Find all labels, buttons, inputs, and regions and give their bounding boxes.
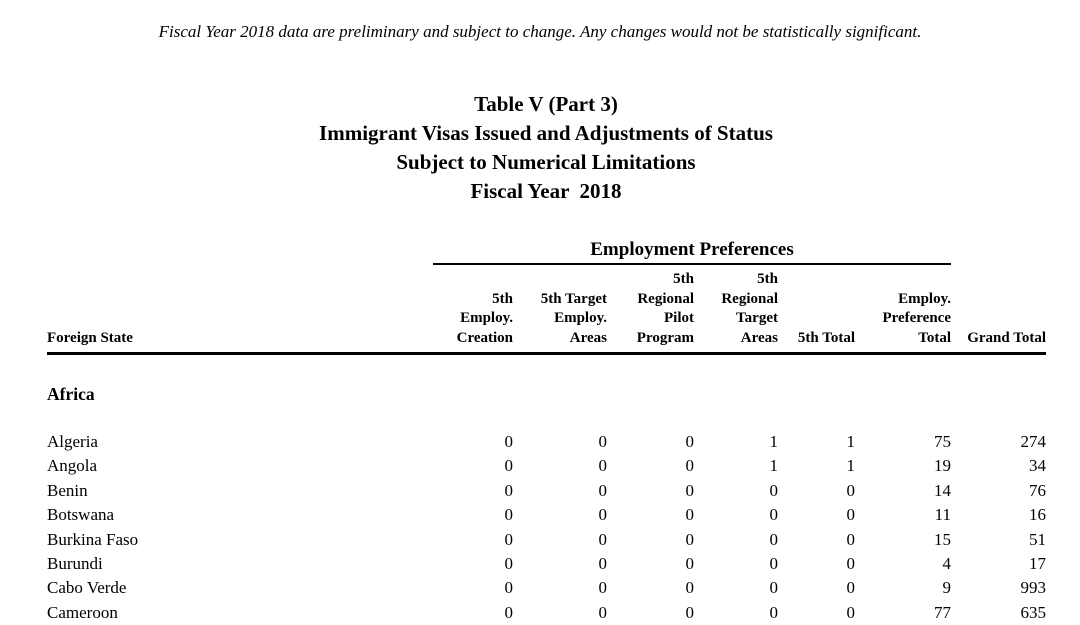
table-row-burundi (47, 552, 1046, 576)
state-name: Algeria (47, 432, 98, 451)
cell-value: 0 (769, 602, 778, 622)
employment-preferences-group-header: Employment Preferences (433, 239, 951, 265)
cell-value: 0 (504, 602, 513, 622)
title-line-4: Fiscal Year 2018 (470, 179, 622, 203)
cell-value: 51 (1029, 529, 1046, 549)
cell-value: 14 (934, 480, 951, 500)
cell-value: 0 (598, 578, 607, 598)
state-name: Angola (47, 456, 98, 476)
cell-value: 0 (769, 529, 778, 549)
cell-value: 76 (1029, 480, 1046, 500)
state-name: Burkina Faso (47, 529, 139, 549)
column-header-employ-preference-total: Employ. Preference Total (882, 290, 951, 346)
table-row-botswana (47, 503, 1046, 527)
cell-value: 0 (769, 505, 778, 525)
cell-value: 0 (598, 554, 607, 574)
cell-value: 0 (769, 480, 778, 500)
cell-value: 0 (504, 578, 513, 598)
state-name: Benin (47, 480, 88, 500)
cell-value: 75 (934, 432, 951, 451)
table-row-burkina-faso (47, 528, 1046, 552)
table-row-algeria (47, 430, 1046, 454)
column-header-5th-employ-creation: 5th Employ. Creation (456, 290, 513, 346)
cell-value: 11 (934, 505, 951, 525)
title-line-3: Subject to Numerical Limitations (396, 150, 696, 174)
cell-value: 16 (1029, 505, 1046, 525)
column-header-5th-regional-pilot-program: 5th Regional Pilot Program (636, 271, 694, 346)
cell-value: 0 (685, 578, 694, 598)
cell-value: 0 (598, 480, 607, 500)
cell-value: 9 (942, 578, 951, 598)
preliminary-note: Fiscal Year 2018 data are preliminary and subject to change. Any changes would not be statistically significant. (158, 22, 922, 41)
cell-value: 77 (934, 602, 951, 622)
table-row-angola (47, 454, 1046, 478)
document-title (12, 90, 1080, 206)
table-header-row (47, 265, 1046, 355)
cell-value: 0 (846, 602, 855, 622)
table-body (47, 430, 1046, 625)
cell-value: 17 (1029, 554, 1046, 574)
cell-value: 0 (685, 529, 694, 549)
region-header-africa: Africa (47, 384, 95, 404)
cell-value: 0 (685, 480, 694, 500)
cell-value: 15 (934, 529, 951, 549)
cell-value: 0 (504, 456, 513, 476)
visa-table (47, 239, 1046, 625)
cell-value: 34 (1029, 456, 1046, 476)
cell-value: 4 (942, 554, 951, 574)
cell-value: 0 (846, 480, 855, 500)
cell-value: 635 (1020, 602, 1046, 622)
cell-value: 0 (598, 456, 607, 476)
column-group-row (47, 239, 1046, 265)
cell-value: 1 (769, 456, 778, 476)
cell-value: 0 (685, 456, 694, 476)
state-name: Burundi (47, 554, 103, 574)
cell-value: 0 (685, 505, 694, 525)
column-header-5th-regional-target-areas: 5th Regional Target Areas (721, 271, 778, 346)
table-row-cabo-verde (47, 576, 1046, 600)
table-row-cameroon (47, 601, 1046, 625)
cell-value: 0 (598, 432, 607, 451)
title-line-2: Immigrant Visas Issued and Adjustments of Status (319, 121, 773, 145)
cell-value: 0 (846, 505, 855, 525)
cell-value: 0 (685, 432, 694, 451)
column-header-grand-total: Grand Total (967, 329, 1046, 346)
cell-value: 0 (598, 529, 607, 549)
cell-value: 274 (1020, 432, 1046, 451)
cell-value: 0 (504, 432, 513, 451)
column-header-5th-target-employ-areas: 5th Target Employ. Areas (540, 290, 607, 346)
cell-value: 0 (846, 554, 855, 574)
cell-value: 0 (685, 602, 694, 622)
cell-value: 1 (846, 456, 855, 476)
cell-value: 0 (504, 480, 513, 500)
state-name: Cameroon (47, 602, 118, 622)
cell-value: 1 (769, 432, 778, 451)
cell-value: 0 (504, 505, 513, 525)
state-name: Cabo Verde (47, 578, 127, 598)
column-header-foreign-state: Foreign State (47, 329, 133, 346)
cell-value: 0 (846, 578, 855, 598)
title-line-1: Table V (Part 3) (474, 92, 618, 116)
cell-value: 0 (846, 529, 855, 549)
cell-value: 0 (504, 554, 513, 574)
cell-value: 0 (769, 578, 778, 598)
cell-value: 1 (846, 432, 855, 451)
cell-value: 0 (769, 554, 778, 574)
column-header-5th-total: 5th Total (797, 329, 855, 346)
state-name: Botswana (47, 505, 115, 525)
cell-value: 19 (934, 456, 951, 476)
cell-value: 993 (1020, 578, 1046, 598)
table-row-benin (47, 479, 1046, 503)
cell-value: 0 (685, 554, 694, 574)
cell-value: 0 (504, 529, 513, 549)
cell-value: 0 (598, 505, 607, 525)
cell-value: 0 (598, 602, 607, 622)
